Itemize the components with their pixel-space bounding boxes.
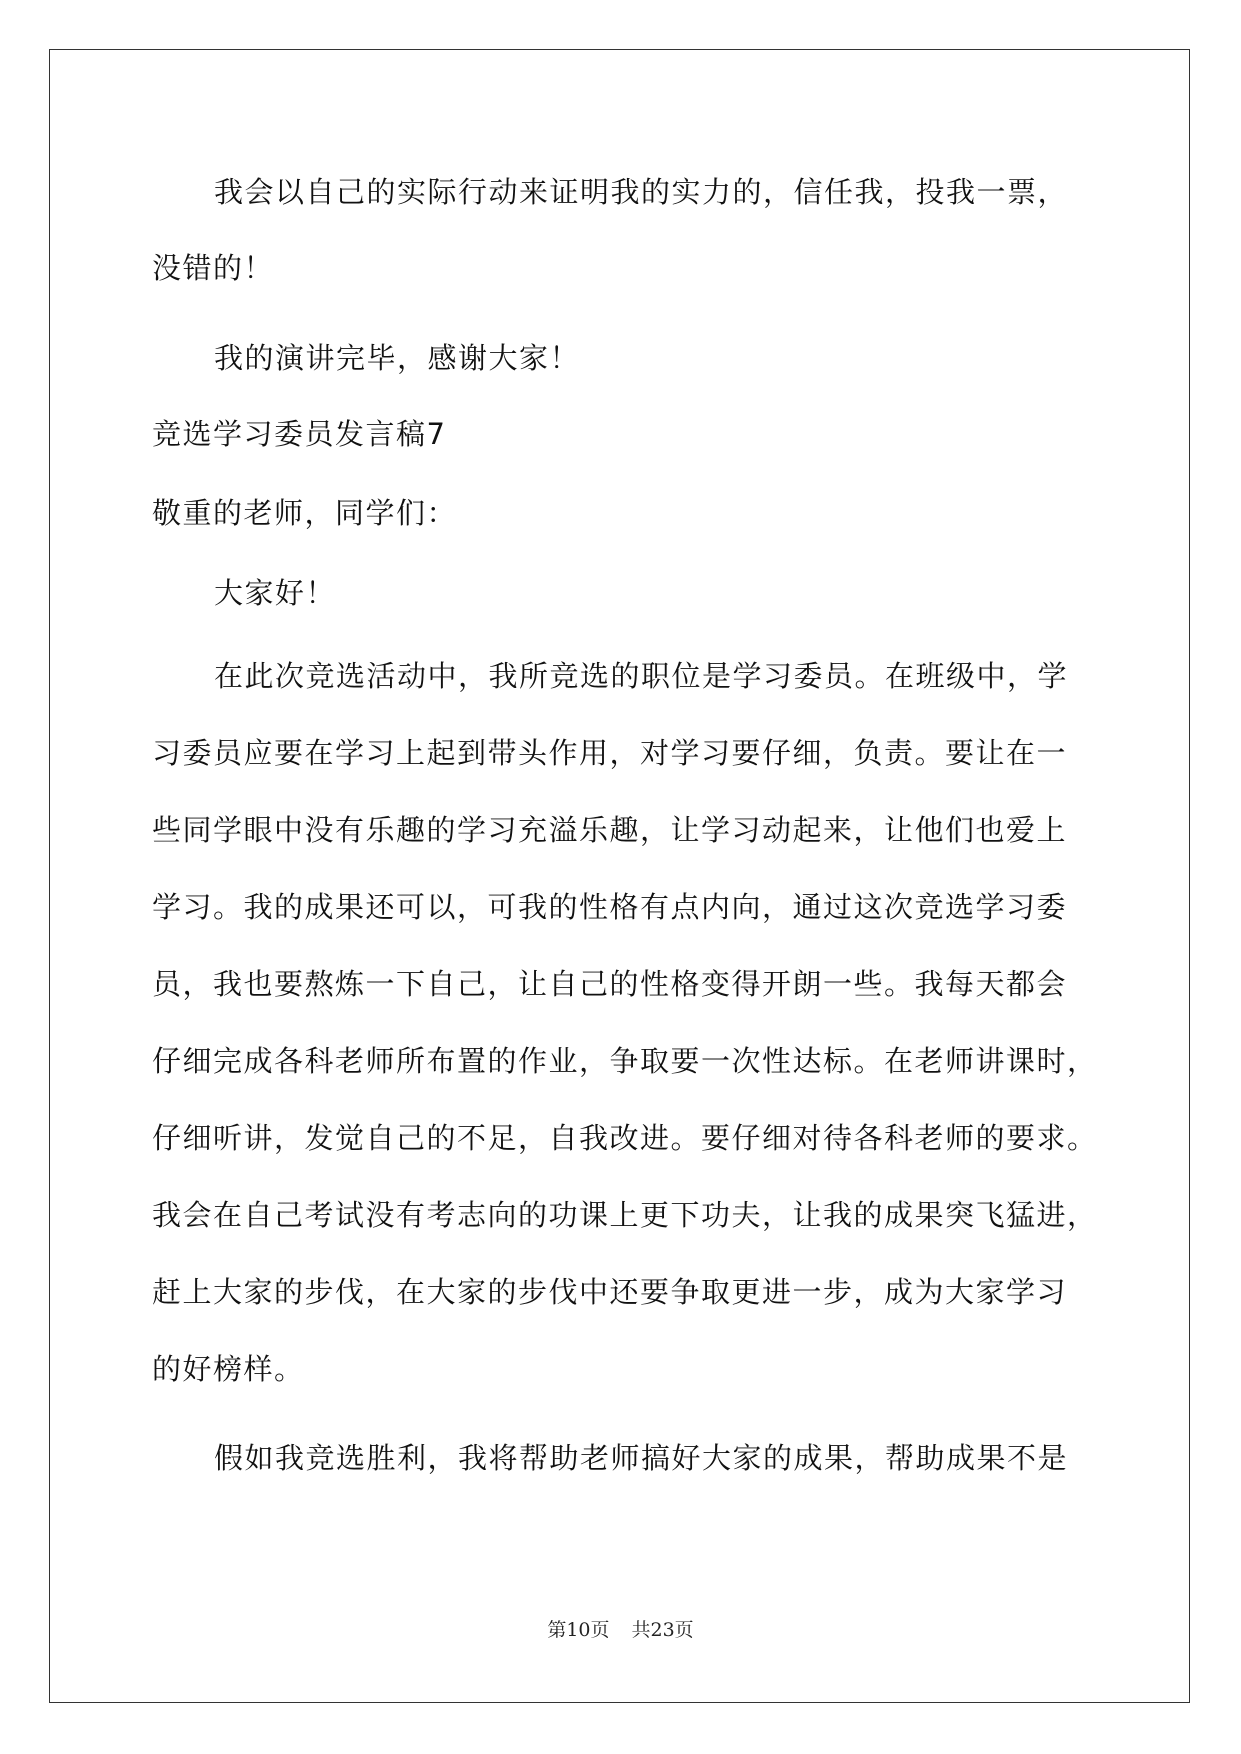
paragraph-line: 我会以自己的实际行动来证明我的实力的，信任我，投我一票， [214, 175, 1069, 209]
paragraph-line: 假如我竞选胜利，我将帮助老师搞好大家的成果，帮助成果不是 [214, 1441, 1069, 1475]
paragraph-line: 习委员应要在学习上起到带头作用，对学习要仔细，负责。要让在一 [152, 736, 1068, 770]
paragraph-line: 在此次竞选活动中，我所竞选的职位是学习委员。在班级中，学 [214, 659, 1069, 693]
paragraph-line: 仔细听讲，发觉自己的不足，自我改进。要仔细对待各科老师的要求。 [152, 1121, 1098, 1155]
page-footer [0, 1618, 1241, 1642]
salutation: 敬重的老师，同学们： [152, 496, 458, 530]
paragraph-line: 我的演讲完毕，感谢大家！ [214, 341, 581, 375]
paragraph-line: 仔细完成各科老师所布置的作业，争取要一次性达标。在老师讲课时， [152, 1044, 1098, 1078]
paragraph-line: 赶上大家的步伐，在大家的步伐中还要争取更进一步，成为大家学习 [152, 1275, 1068, 1309]
total-pages: 共23页 [631, 1619, 694, 1641]
paragraph-line: 的好榜样。 [152, 1352, 305, 1386]
paragraph-line: 没错的！ [152, 251, 275, 285]
paragraph-line: 学习。我的成果还可以，可我的性格有点内向，通过这次竞选学习委 [152, 890, 1068, 924]
paragraph-line: 些同学眼中没有乐趣的学习充溢乐趣，让学习动起来，让他们也爱上 [152, 813, 1068, 847]
greeting: 大家好！ [214, 576, 337, 610]
page-number: 第10页 [547, 1619, 610, 1641]
paragraph-line: 员，我也要熬炼一下自己，让自己的性格变得开朗一些。我每天都会 [152, 967, 1068, 1001]
paragraph-line: 我会在自己考试没有考志向的功课上更下功夫，让我的成果突飞猛进， [152, 1198, 1098, 1232]
section-heading: 竞选学习委员发言稿7 [152, 417, 447, 451]
